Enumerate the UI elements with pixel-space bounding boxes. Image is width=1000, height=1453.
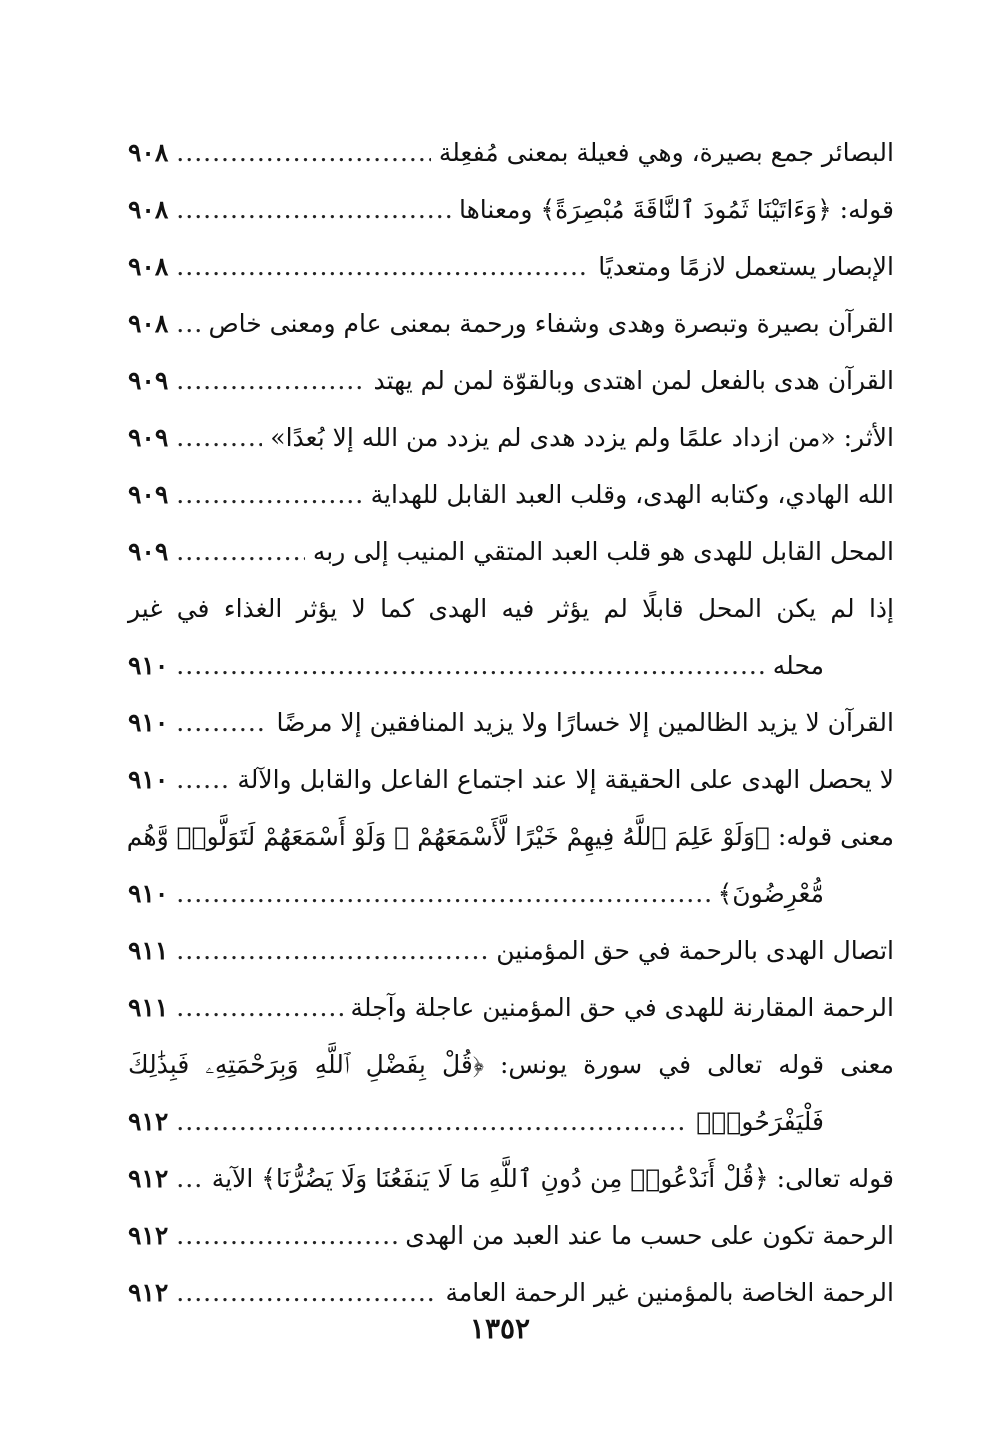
toc-entry [128, 1093, 894, 1150]
toc-entry-page: ٩٠٩ [128, 537, 169, 566]
toc-entry-page: ٩١٢ [128, 1221, 169, 1250]
leader-dots [176, 124, 431, 181]
toc-entry [128, 352, 894, 409]
toc-entry-title: الرحمة تكون على حسب ما عند العبد من الهدى [405, 1221, 894, 1250]
leader-dots [176, 637, 764, 694]
toc-entry-page: ٩١٠ [128, 765, 169, 794]
toc-entry-title: قوله تعالى: ﴿قُلْ أَنَدْعُوا۟ مِن دُونِ ٱللَّهِ مَا لَا يَنفَعُنَا وَلَا يَضُرُّنَا﴾ الآية [211, 1164, 894, 1193]
toc-entry-title: الرحمة الخاصة بالمؤمنين غير الرحمة العامة [445, 1278, 894, 1307]
toc-entry-page: ٩٠٨ [128, 195, 169, 224]
page-number: ١٣٥٢ [469, 1312, 531, 1345]
toc-entry-title: مُّعْرِضُونَ﴾ [717, 879, 824, 908]
leader-dots [176, 523, 305, 580]
leader-dots [176, 238, 590, 295]
toc-entry [128, 409, 894, 466]
toc-entry [128, 295, 894, 352]
toc-entry [128, 466, 894, 523]
toc-entry-first-line: إذا لم يكن المحل قابلًا لم يؤثر فيه الهدى كما لا يؤثر الغذاء في غير [128, 594, 894, 623]
toc-entry-page: ٩٠٩ [128, 480, 169, 509]
toc-entry-page: ٩٠٨ [128, 138, 169, 167]
toc-entry-page: ٩١٠ [128, 879, 169, 908]
toc-entry-page: ٩٠٨ [128, 309, 169, 338]
toc-entry [128, 694, 894, 751]
toc-entry-page: ٩١٠ [128, 651, 169, 680]
toc-entry [128, 979, 894, 1036]
toc-entry [128, 751, 894, 808]
toc-entry-title: المحل القابل للهدى هو قلب العبد المتقي المنيب إلى ربه [312, 537, 894, 566]
toc-entry-page: ٩٠٨ [128, 252, 169, 281]
toc-entry-page: ٩١١ [128, 993, 169, 1022]
toc-entry-page: ٩١١ [128, 936, 169, 965]
leader-dots [176, 409, 262, 466]
toc-entry-page: ٩١٢ [128, 1107, 169, 1136]
toc-entry-first-line: معنى قوله تعالى في سورة يونس: ﴿قُلْ بِفَضْلِ ٱللَّهِ وَبِرَحْمَتِهِۦ فَبِذَٰلِكَ [128, 1050, 894, 1079]
leader-dots [176, 865, 709, 922]
toc-entry-page: ٩١٢ [128, 1164, 169, 1193]
toc-entry [128, 238, 894, 295]
toc-entry-title: القرآن بصيرة وتبصرة وهدى وشفاء ورحمة بمعنى عام ومعنى خاص [208, 309, 894, 338]
toc-entry-title: الله الهادي، وكتابه الهدى، وقلب العبد القابل للهداية [370, 480, 894, 509]
toc-entry-page: ٩٠٩ [128, 366, 169, 395]
toc-entry [128, 181, 894, 238]
toc-entry-title: لا يحصل الهدى على الحقيقة إلا عند اجتماع الفاعل والقابل والآلة [237, 765, 894, 794]
toc-entry [128, 1150, 894, 1207]
leader-dots [176, 922, 488, 979]
leader-dots [176, 1150, 203, 1207]
leader-dots [176, 466, 362, 523]
toc-entry-title: القرآن هدى بالفعل لمن اهتدى وبالقوّة لمن لم يهتد [373, 366, 894, 395]
toc-entry [128, 1207, 894, 1264]
leader-dots [176, 352, 365, 409]
leader-dots [176, 979, 342, 1036]
toc-entry-title: فَلْيَفْرَحُوا۟﴾ [696, 1107, 824, 1136]
leader-dots [176, 295, 200, 352]
leader-dots [176, 181, 451, 238]
toc-entry-page: ٩٠٩ [128, 423, 169, 452]
toc-entry-title: الإبصار يستعمل لازمًا ومتعديًا [598, 252, 894, 281]
toc-entry-first-line: معنى قوله: ﴿وَلَوْ عَلِمَ ٱللَّهُ فِيهِمْ خَيْرًا لَّأَسْمَعَهُمْ ۖ وَلَوْ أَسْمَعَهُمْ لَتَوَلَّوا۟ وَّهُم [126, 822, 894, 851]
toc-entry-title: اتصال الهدى بالرحمة في حق المؤمنين [496, 936, 894, 965]
leader-dots [176, 1207, 397, 1264]
toc-entry [128, 523, 894, 580]
toc-entry-page: ٩١٢ [128, 1278, 169, 1307]
leader-dots [176, 694, 268, 751]
toc-entry-title: البصائر جمع بصيرة، وهي فعيلة بمعنى مُفعِلة [438, 138, 894, 167]
leader-dots [176, 1093, 688, 1150]
leader-dots [176, 751, 229, 808]
toc-entry [128, 637, 894, 694]
toc-entry-title: الرحمة المقارنة للهدى في حق المؤمنين عاجلة وآجلة [350, 993, 894, 1022]
toc-entry [128, 124, 894, 181]
toc-entry-title: الأثر: «من ازداد علمًا ولم يزدد هدى لم يزدد من الله إلا بُعدًا» [270, 423, 894, 452]
toc-entry [128, 865, 894, 922]
toc-entry-title: محله [772, 651, 824, 680]
toc-entry-title: قوله: ﴿وَءَاتَيْنَا ثَمُودَ ٱلنَّاقَةَ مُبْصِرَةً﴾ ومعناها [458, 195, 894, 224]
toc-entry-page: ٩١٠ [128, 708, 169, 737]
toc-entry-title: القرآن لا يزيد الظالمين إلا خسارًا ولا يزيد المنافقين إلا مرضًا [276, 708, 894, 737]
toc-list [128, 124, 894, 1321]
toc-entry [128, 922, 894, 979]
